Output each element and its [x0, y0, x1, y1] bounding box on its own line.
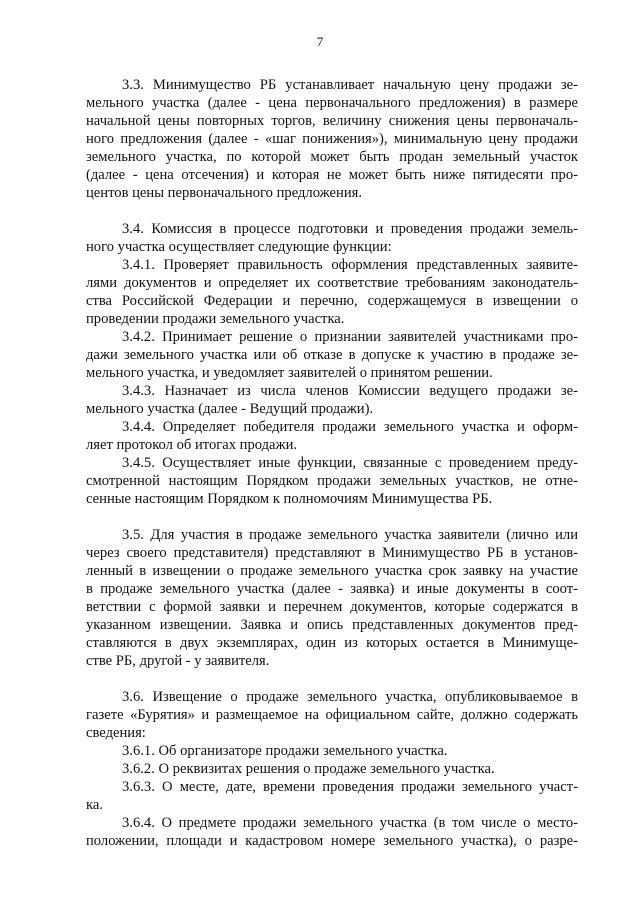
- text-line: положении, площади и кадастровом номере земельного участка), о разре-: [86, 833, 578, 849]
- text-line: начальной цены повторных торгов, величину снижения цены первоначаль-: [86, 113, 578, 129]
- text-line: 3.4. Комиссия в процессе подготовки и проведения продажи земель-: [122, 221, 578, 237]
- text-line: 3.6. Извещение о продаже земельного участка, опубликовываемое в: [122, 689, 578, 705]
- text-line: ставляются в двух экземплярах, один из которых остается в Минимуще-: [86, 635, 578, 651]
- text-line: смотренной настоящим Порядком продажи земельных участков, не отне-: [86, 473, 578, 489]
- text-line: 3.6.4. О предмете продажи земельного участка (в том числе о место-: [122, 815, 578, 831]
- text-line: 3.5. Для участия в продаже земельного участка заявители (лично или: [122, 527, 578, 543]
- text-line: ного участка осуществляет следующие функции:: [86, 239, 392, 255]
- text-line: стве РБ, другой - у заявителя.: [86, 653, 270, 669]
- text-line: ного предложения (далее - «шаг понижения»), минимальную цену продажи: [86, 131, 578, 147]
- text-line: в продаже земельного участка (далее - заявка) и иные документы в соот-: [86, 581, 578, 597]
- text-line: 3.6.3. О месте, дате, времени проведения продажи земельного участ-: [122, 779, 578, 795]
- paragraph-gap: [86, 202, 578, 220]
- text-line: проведении продажи земельного участка.: [86, 311, 345, 327]
- text-line: через своего представителя) представляют в Минимущество РБ в установ-: [86, 545, 578, 561]
- text-line: ка.: [86, 797, 103, 813]
- text-line: 3.4.2. Принимает решение о признании заявителей участниками про-: [122, 329, 578, 345]
- text-line: 3.4.4. Определяет победителя продажи земельного участка и оформ-: [122, 419, 578, 435]
- text-line: 3.4.3. Назначает из числа членов Комиссии ведущего продажи зе-: [122, 383, 578, 399]
- text-line: 3.6.1. Об организаторе продажи земельного участка.: [122, 743, 448, 759]
- text-line: 3.6.2. О реквизитах решения о продаже земельного участка.: [122, 761, 495, 777]
- text-line: газете «Бурятия» и размещаемое на официальном сайте, должно содержать: [86, 707, 578, 723]
- text-line: 3.3. Минимущество РБ устанавливает начальную цену продажи зе-: [122, 77, 578, 93]
- text-line: (далее - цена отсечения) и которая не может быть ниже пятидесяти про-: [86, 167, 578, 183]
- text-line: мельного участка (далее - цена первоначального предложения) в размере: [86, 95, 578, 111]
- text-line: мельного участка, и уведомляет заявителей о принятом решении.: [86, 365, 493, 381]
- text-line: ленный в извещении о продаже земельного участка срок заявку на участие: [86, 563, 578, 579]
- text-line: 3.4.1. Проверяет правильность оформления представленных заявите-: [122, 257, 578, 273]
- text-line: указанном извещении. Заявка и опись представленных документов пред-: [86, 617, 578, 633]
- text-line: ляет протокол об итогах продажи.: [86, 437, 298, 453]
- page-number: 7: [316, 34, 324, 49]
- paragraph-gap: [86, 670, 578, 688]
- text-line: 3.4.5. Осуществляет иные функции, связанные с проведением преду-: [122, 455, 578, 471]
- paragraph-gap: [86, 508, 578, 526]
- text-line: мельного участка (далее - Ведущий продажи).: [86, 401, 374, 417]
- text-line: лями документов и определяет их соответствие требованиям законодатель-: [86, 275, 578, 291]
- text-line: сведения:: [86, 725, 146, 741]
- document-body: [86, 76, 578, 850]
- text-line: сенные настоящим Порядком к полномочиям Минимущества РБ.: [86, 491, 493, 507]
- text-line: ветствии с формой заявки и перечнем документов, которые содержатся в: [86, 599, 578, 615]
- text-line: земельного участка, по которой может быть продан земельный участок: [86, 149, 578, 165]
- text-line: дажи земельного участка или об отказе в допуске к участию в продаже зе-: [86, 347, 578, 363]
- text-line: центов цены первоначального предложения.: [86, 185, 362, 201]
- text-line: ства Российской Федерации и перечню, содержащемуся в извещении о: [86, 293, 578, 309]
